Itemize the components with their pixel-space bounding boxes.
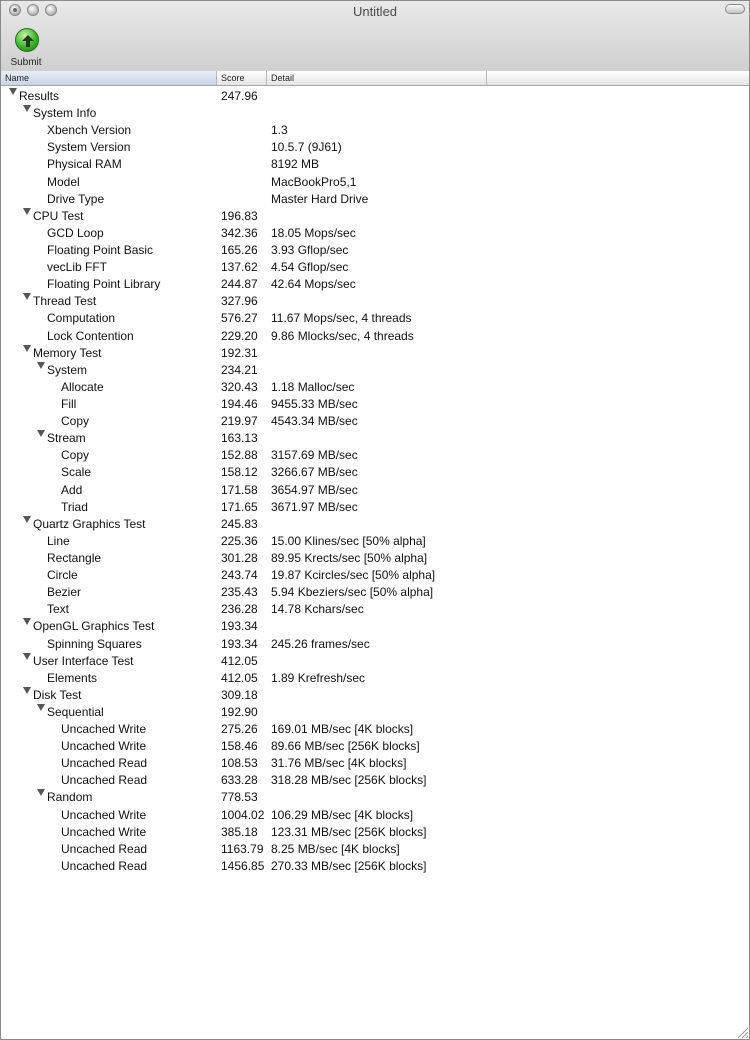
column-header-score[interactable]: Score — [217, 71, 267, 85]
table-row[interactable] — [1, 395, 749, 412]
table-row[interactable] — [1, 207, 749, 224]
row-name: Spinning Squares — [47, 636, 142, 651]
row-score: 385.18 — [221, 824, 258, 839]
table-row[interactable] — [1, 275, 749, 292]
table-row[interactable] — [1, 532, 749, 549]
row-detail: 19.87 Kcircles/sec [50% alpha] — [271, 568, 436, 583]
row-name: Uncached Write — [61, 807, 147, 822]
table-row[interactable] — [1, 446, 749, 463]
row-score: 342.36 — [221, 225, 258, 240]
table-row[interactable] — [1, 600, 749, 617]
row-score: 275.26 — [221, 722, 258, 737]
row-score: 171.65 — [221, 499, 258, 514]
table-row[interactable] — [1, 686, 749, 703]
row-score: 108.53 — [221, 756, 258, 771]
table-row[interactable] — [1, 737, 749, 754]
row-detail: 89.66 MB/sec [256K blocks] — [271, 739, 420, 754]
row-name: Results — [19, 89, 60, 103]
row-detail: 15.00 Klines/sec [50% alpha] — [271, 533, 426, 548]
table-row[interactable] — [1, 241, 749, 258]
disclosure-triangle-icon[interactable] — [23, 208, 31, 215]
toolbar-toggle-button[interactable] — [725, 4, 745, 14]
row-score: 234.21 — [221, 362, 258, 377]
row-score: 158.46 — [221, 739, 258, 754]
row-name: Physical RAM — [47, 157, 122, 172]
row-name: Xbench Version — [47, 123, 132, 138]
table-row[interactable] — [1, 429, 749, 446]
row-detail: 89.95 Krects/sec [50% alpha] — [271, 550, 428, 565]
row-name: Sequential — [47, 704, 104, 719]
table-row[interactable] — [1, 515, 749, 532]
row-name: Lock Contention — [47, 328, 134, 343]
row-name: Bezier — [47, 585, 82, 600]
row-name: Stream — [47, 431, 86, 446]
row-score: 192.31 — [221, 345, 258, 360]
row-score: 309.18 — [221, 687, 258, 702]
row-name: Scale — [61, 465, 92, 480]
table-row[interactable] — [1, 292, 749, 309]
row-score: 301.28 — [221, 550, 258, 565]
table-row[interactable] — [1, 754, 749, 771]
row-name: Computation — [47, 311, 116, 326]
row-name: Copy — [61, 448, 90, 463]
table-row[interactable] — [1, 566, 749, 583]
row-detail: 10.5.7 (9J61) — [271, 140, 342, 155]
row-score: 1004.02 — [221, 807, 265, 822]
table-row[interactable] — [1, 840, 749, 857]
submit-label: Submit — [10, 57, 42, 68]
disclosure-triangle-icon[interactable] — [23, 293, 31, 300]
toolbar — [1, 1, 749, 72]
row-score: 137.62 — [221, 260, 258, 275]
row-detail: 169.01 MB/sec [4K blocks] — [271, 722, 414, 737]
row-score: 152.88 — [221, 448, 258, 463]
disclosure-triangle-icon[interactable] — [23, 345, 31, 352]
disclosure-triangle-icon[interactable] — [23, 687, 31, 694]
table-row[interactable] — [1, 173, 749, 190]
row-name: CPU Test — [33, 208, 84, 223]
table-row[interactable] — [1, 361, 749, 378]
table-row[interactable] — [1, 481, 749, 498]
row-detail: 4.54 Gflop/sec — [271, 260, 349, 275]
row-detail: 123.31 MB/sec [256K blocks] — [271, 824, 427, 839]
row-detail: 8192 MB — [271, 157, 320, 172]
row-name: Disk Test — [33, 687, 82, 702]
row-detail: 11.67 Mops/sec, 4 threads — [271, 311, 412, 326]
table-row[interactable] — [1, 703, 749, 720]
row-name: Drive Type — [47, 191, 105, 206]
row-detail: 1.3 — [271, 123, 288, 138]
row-name: System Version — [47, 140, 131, 155]
table-row[interactable] — [1, 583, 749, 600]
row-name: Add — [61, 482, 83, 497]
row-detail: 9455.33 MB/sec — [271, 396, 358, 411]
row-name: OpenGL Graphics Test — [33, 619, 155, 634]
table-row[interactable] — [1, 669, 749, 686]
row-score: 633.28 — [221, 773, 258, 788]
resize-grip-icon[interactable] — [735, 1025, 749, 1039]
disclosure-triangle-icon[interactable] — [37, 362, 45, 369]
row-score: 192.90 — [221, 704, 258, 719]
row-name: Triad — [61, 499, 88, 514]
row-score: 244.87 — [221, 277, 258, 292]
upload-arrow-icon — [15, 28, 39, 52]
table-row[interactable] — [1, 652, 749, 669]
row-name: System — [47, 362, 88, 377]
table-row[interactable] — [1, 258, 749, 275]
row-score: 196.83 — [221, 208, 258, 223]
row-score: 219.97 — [221, 414, 258, 429]
table-row[interactable] — [1, 771, 749, 788]
row-detail: 1.18 Malloc/sec — [271, 379, 355, 394]
row-detail: Master Hard Drive — [271, 191, 369, 206]
row-detail: 4543.34 MB/sec — [271, 414, 358, 429]
row-score: 412.05 — [221, 653, 258, 668]
row-detail: MacBookPro5,1 — [271, 174, 357, 189]
row-detail: 106.29 MB/sec [4K blocks] — [271, 807, 414, 822]
row-score: 1456.85 — [221, 858, 265, 873]
row-name: Uncached Read — [61, 841, 148, 856]
row-score: 235.43 — [221, 585, 258, 600]
row-name: Floating Point Basic — [47, 242, 154, 257]
column-header-name[interactable]: Name — [1, 71, 217, 85]
row-score: 1163.79 — [221, 841, 264, 856]
row-name: Uncached Write — [61, 722, 147, 737]
row-name: Model — [47, 174, 80, 189]
window-title: Untitled — [352, 4, 398, 19]
disclosure-triangle-icon[interactable] — [23, 516, 31, 523]
table-row[interactable] — [1, 224, 749, 241]
row-detail: 3157.69 MB/sec — [271, 448, 358, 463]
row-detail: 318.28 MB/sec [256K blocks] — [271, 773, 427, 788]
row-detail: 42.64 Mops/sec — [271, 277, 356, 292]
row-detail: 31.76 MB/sec [4K blocks] — [271, 756, 407, 771]
row-detail: 8.25 MB/sec [4K blocks] — [271, 841, 400, 856]
table-row[interactable] — [1, 720, 749, 737]
row-score: 194.46 — [221, 396, 258, 411]
row-detail: 3671.97 MB/sec — [271, 499, 358, 514]
row-score: 247.96 — [221, 89, 258, 103]
row-name: Rectangle — [47, 550, 102, 565]
row-score: 158.12 — [221, 465, 258, 480]
row-name: Line — [47, 533, 70, 548]
row-detail: 270.33 MB/sec [256K blocks] — [271, 858, 427, 873]
table-row[interactable] — [1, 823, 749, 840]
row-score: 778.53 — [221, 790, 258, 805]
disclosure-triangle-icon[interactable] — [37, 789, 45, 796]
table-row[interactable] — [1, 378, 749, 395]
row-name: Uncached Read — [61, 756, 148, 771]
row-detail: 3654.97 MB/sec — [271, 482, 358, 497]
row-detail: 1.89 Krefresh/sec — [271, 670, 366, 685]
disclosure-triangle-icon[interactable] — [23, 653, 31, 660]
row-score: 225.36 — [221, 533, 258, 548]
table-row[interactable] — [1, 121, 749, 138]
row-score: 229.20 — [221, 328, 258, 343]
disclosure-triangle-icon[interactable] — [23, 618, 31, 625]
row-detail: 3266.67 MB/sec — [271, 465, 358, 480]
table-row[interactable] — [1, 190, 749, 207]
disclosure-triangle-icon[interactable] — [37, 430, 45, 437]
submit-button[interactable] — [7, 27, 45, 69]
row-score: 243.74 — [221, 568, 258, 583]
row-name: Uncached Read — [61, 858, 148, 873]
row-score: 327.96 — [221, 294, 258, 309]
row-name: GCD Loop — [47, 225, 104, 240]
table-row[interactable] — [1, 635, 749, 652]
row-name: Memory Test — [33, 345, 102, 360]
row-name: Text — [47, 602, 70, 617]
row-name: Elements — [47, 670, 98, 685]
table-row[interactable] — [1, 87, 749, 104]
table-row[interactable] — [1, 309, 749, 326]
row-detail: 14.78 Kchars/sec — [271, 602, 364, 617]
table-row[interactable] — [1, 327, 749, 344]
row-score: 165.26 — [221, 242, 258, 257]
disclosure-triangle-icon[interactable] — [37, 704, 45, 711]
row-name: System Info — [33, 106, 97, 121]
table-row[interactable] — [1, 104, 749, 121]
row-score: 193.34 — [221, 636, 258, 651]
row-detail: 245.26 frames/sec — [271, 636, 370, 651]
row-name: Circle — [47, 568, 78, 583]
table-row[interactable] — [1, 549, 749, 566]
row-name: Floating Point Library — [47, 277, 161, 292]
table-row[interactable] — [1, 617, 749, 634]
table-row[interactable] — [1, 344, 749, 361]
row-name: Allocate — [61, 379, 104, 394]
row-name: vecLib FFT — [47, 260, 108, 275]
column-header-blank — [487, 71, 749, 85]
row-name: Uncached Write — [61, 824, 147, 839]
row-name: Uncached Read — [61, 773, 148, 788]
row-score: 163.13 — [221, 431, 258, 446]
row-name: Thread Test — [33, 294, 97, 309]
table-row[interactable] — [1, 806, 749, 823]
table-header — [1, 71, 749, 86]
table-row[interactable] — [1, 412, 749, 429]
results-outline — [1, 87, 749, 874]
row-name: Copy — [61, 414, 90, 429]
table-row[interactable] — [1, 463, 749, 480]
row-score: 193.34 — [221, 619, 258, 634]
table-row[interactable] — [1, 498, 749, 515]
row-score: 171.58 — [221, 482, 258, 497]
table-row[interactable] — [1, 155, 749, 172]
row-name: User Interface Test — [33, 653, 134, 668]
row-score: 236.28 — [221, 602, 258, 617]
row-score: 245.83 — [221, 516, 258, 531]
table-row[interactable] — [1, 788, 749, 805]
row-detail: 9.86 Mlocks/sec, 4 threads — [271, 328, 414, 343]
row-detail: 5.94 Kbeziers/sec [50% alpha] — [271, 585, 434, 600]
row-detail: 18.05 Mops/sec — [271, 225, 356, 240]
row-name: Uncached Write — [61, 739, 147, 754]
table-row[interactable] — [1, 857, 749, 874]
table-row[interactable] — [1, 138, 749, 155]
row-name: Fill — [61, 396, 77, 411]
row-name: Quartz Graphics Test — [33, 516, 146, 531]
row-score: 576.27 — [221, 311, 258, 326]
row-detail: 3.93 Gflop/sec — [271, 242, 349, 257]
disclosure-triangle-icon[interactable] — [9, 88, 17, 95]
column-header-detail[interactable]: Detail — [267, 71, 487, 85]
row-name: Random — [47, 790, 93, 805]
row-score: 320.43 — [221, 379, 258, 394]
disclosure-triangle-icon[interactable] — [23, 105, 31, 112]
row-score: 412.05 — [221, 670, 258, 685]
